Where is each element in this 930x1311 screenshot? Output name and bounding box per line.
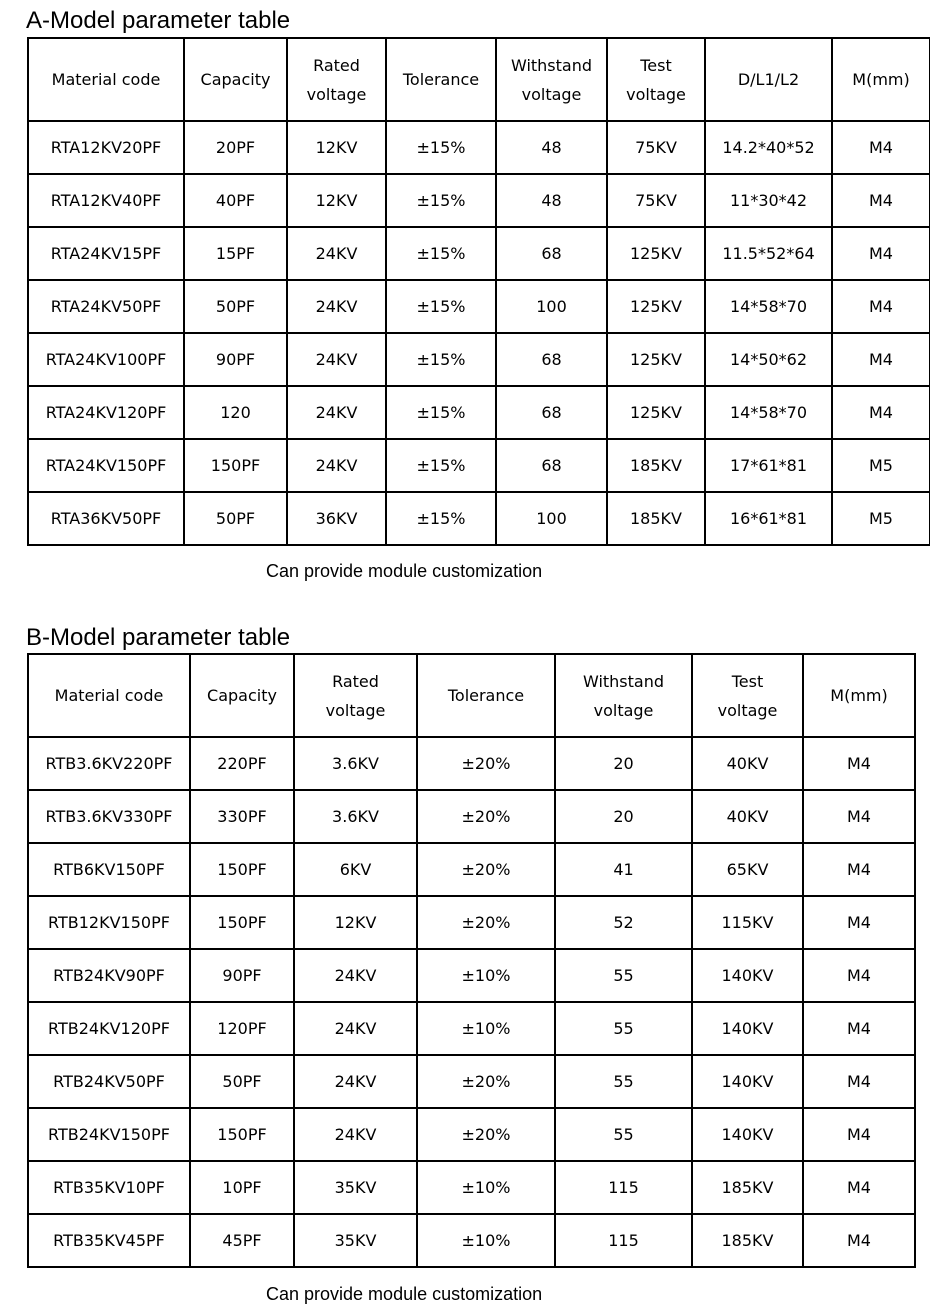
table-cell: 50PF	[184, 492, 287, 545]
table-row	[28, 896, 915, 949]
table-cell: 120PF	[190, 1002, 294, 1055]
table-cell: 45PF	[190, 1214, 294, 1267]
table-cell: 68	[496, 386, 607, 439]
table-cell: 14.2*40*52	[705, 121, 832, 174]
table-cell: M4	[832, 227, 930, 280]
table-cell: 140KV	[692, 1108, 803, 1161]
column-header-label: Tolerance	[402, 70, 480, 89]
column-header-label: voltage	[593, 700, 654, 720]
column-header-label: Withstand	[582, 671, 665, 691]
table-cell: 14*58*70	[705, 386, 832, 439]
table-cell: M4	[803, 843, 915, 896]
table-cell: 36KV	[287, 492, 386, 545]
table-cell: RTB24KV120PF	[28, 1002, 190, 1055]
table-cell: 50PF	[184, 280, 287, 333]
table-cell: 75KV	[607, 121, 705, 174]
table-cell: 68	[496, 439, 607, 492]
table-cell: RTB35KV45PF	[28, 1214, 190, 1267]
table-cell: RTA24KV15PF	[28, 227, 184, 280]
table-cell: 20	[555, 790, 692, 843]
table-cell: ±15%	[386, 439, 496, 492]
column-header	[294, 654, 417, 737]
table-cell: ±20%	[417, 1108, 555, 1161]
table-cell: RTB3.6KV220PF	[28, 737, 190, 790]
table-cell: 185KV	[692, 1161, 803, 1214]
table-row	[28, 174, 930, 227]
table-cell: RTB3.6KV330PF	[28, 790, 190, 843]
table-cell: 120	[184, 386, 287, 439]
table-cell: ±10%	[417, 1214, 555, 1267]
table-cell: 185KV	[607, 439, 705, 492]
table-cell: M4	[832, 333, 930, 386]
column-header	[496, 38, 607, 121]
table-cell: 6KV	[294, 843, 417, 896]
column-header-label: M(mm)	[830, 686, 888, 705]
table-cell: ±15%	[386, 227, 496, 280]
table-row	[28, 1055, 915, 1108]
table-cell: RTB12KV150PF	[28, 896, 190, 949]
table-cell: 115	[555, 1214, 692, 1267]
table-cell: 150PF	[184, 439, 287, 492]
table-cell: M4	[803, 896, 915, 949]
table-cell: ±15%	[386, 121, 496, 174]
column-header	[607, 38, 705, 121]
a-model-parameter-table	[27, 37, 930, 546]
table-cell: 125KV	[607, 227, 705, 280]
table-cell: 24KV	[294, 949, 417, 1002]
table-cell: M4	[803, 1002, 915, 1055]
table-cell: 20PF	[184, 121, 287, 174]
table-cell: 115KV	[692, 896, 803, 949]
table-cell: ±10%	[417, 1002, 555, 1055]
table-cell: RTB35KV10PF	[28, 1161, 190, 1214]
table-cell: ±20%	[417, 1055, 555, 1108]
column-header-label: voltage	[306, 84, 367, 104]
table-row	[28, 1108, 915, 1161]
table-cell: 12KV	[287, 121, 386, 174]
table-cell: 68	[496, 333, 607, 386]
column-header	[28, 654, 190, 737]
table-row	[28, 227, 930, 280]
column-header-label: voltage	[325, 700, 386, 720]
table-cell: 16*61*81	[705, 492, 832, 545]
column-header-label: Test	[731, 671, 764, 691]
table-row	[28, 492, 930, 545]
table-cell: 15PF	[184, 227, 287, 280]
table-cell: 12KV	[294, 896, 417, 949]
table-header-row	[28, 654, 915, 737]
table-a-title: A-Model parameter table	[26, 7, 291, 34]
table-cell: ±20%	[417, 843, 555, 896]
table-cell: 68	[496, 227, 607, 280]
table-cell: 10PF	[190, 1161, 294, 1214]
column-header	[28, 38, 184, 121]
table-cell: RTA24KV150PF	[28, 439, 184, 492]
column-header	[705, 38, 832, 121]
column-header-label: Material code	[54, 686, 164, 705]
table-cell: 40PF	[184, 174, 287, 227]
table-cell: M4	[803, 1108, 915, 1161]
table-cell: 100	[496, 492, 607, 545]
column-header	[287, 38, 386, 121]
table-cell: M4	[832, 280, 930, 333]
table-cell: ±15%	[386, 280, 496, 333]
table-cell: ±15%	[386, 492, 496, 545]
table-cell: 140KV	[692, 949, 803, 1002]
table-row	[28, 439, 930, 492]
table-cell: M4	[803, 737, 915, 790]
table-cell: 48	[496, 121, 607, 174]
table-cell: 90PF	[184, 333, 287, 386]
table-cell: 65KV	[692, 843, 803, 896]
table-cell: 40KV	[692, 737, 803, 790]
table-cell: ±10%	[417, 949, 555, 1002]
table-cell: 90PF	[190, 949, 294, 1002]
table-cell: 24KV	[294, 1055, 417, 1108]
table-cell: 24KV	[287, 227, 386, 280]
table-row	[28, 1161, 915, 1214]
column-header-label: voltage	[521, 84, 582, 104]
table-cell: M5	[832, 492, 930, 545]
table-cell: 14*50*62	[705, 333, 832, 386]
table-row	[28, 386, 930, 439]
table-row	[28, 843, 915, 896]
table-cell: RTB24KV50PF	[28, 1055, 190, 1108]
table-cell: 52	[555, 896, 692, 949]
table-cell: 125KV	[607, 386, 705, 439]
column-header	[832, 38, 930, 121]
column-header	[184, 38, 287, 121]
column-header	[386, 38, 496, 121]
table-row	[28, 790, 915, 843]
table-cell: RTA12KV20PF	[28, 121, 184, 174]
table-cell: 35KV	[294, 1161, 417, 1214]
table-cell: 3.6KV	[294, 737, 417, 790]
table-a-note: Can provide module customization	[266, 561, 543, 581]
table-cell: 125KV	[607, 280, 705, 333]
column-header	[190, 654, 294, 737]
table-cell: M4	[832, 386, 930, 439]
table-cell: 24KV	[294, 1108, 417, 1161]
table-cell: 185KV	[607, 492, 705, 545]
table-cell: 140KV	[692, 1055, 803, 1108]
table-cell: 3.6KV	[294, 790, 417, 843]
table-cell: M4	[803, 1161, 915, 1214]
table-cell: 24KV	[287, 439, 386, 492]
table-row	[28, 280, 930, 333]
column-header-label: Capacity	[200, 70, 271, 89]
table-row	[28, 333, 930, 386]
table-cell: 24KV	[287, 333, 386, 386]
table-cell: M5	[832, 439, 930, 492]
table-row	[28, 121, 930, 174]
table-cell: 41	[555, 843, 692, 896]
table-cell: ±20%	[417, 737, 555, 790]
table-cell: ±15%	[386, 174, 496, 227]
table-cell: M4	[803, 949, 915, 1002]
column-header	[417, 654, 555, 737]
table-cell: 150PF	[190, 1108, 294, 1161]
table-cell: 17*61*81	[705, 439, 832, 492]
table-cell: M4	[832, 121, 930, 174]
table-cell: RTA12KV40PF	[28, 174, 184, 227]
column-header-label: Withstand	[510, 55, 593, 75]
table-cell: 55	[555, 1055, 692, 1108]
table-cell: 35KV	[294, 1214, 417, 1267]
column-header-label: M(mm)	[852, 70, 910, 89]
table-cell: 24KV	[287, 280, 386, 333]
table-cell: 55	[555, 949, 692, 1002]
table-cell: 140KV	[692, 1002, 803, 1055]
table-cell: RTA24KV100PF	[28, 333, 184, 386]
table-cell: RTB24KV90PF	[28, 949, 190, 1002]
table-cell: ±20%	[417, 790, 555, 843]
table-cell: 330PF	[190, 790, 294, 843]
table-cell: 24KV	[287, 386, 386, 439]
table-cell: 75KV	[607, 174, 705, 227]
table-cell: RTB24KV150PF	[28, 1108, 190, 1161]
table-cell: ±20%	[417, 896, 555, 949]
table-cell: RTA24KV50PF	[28, 280, 184, 333]
table-cell: 12KV	[287, 174, 386, 227]
table-cell: 48	[496, 174, 607, 227]
table-row	[28, 949, 915, 1002]
column-header	[555, 654, 692, 737]
table-cell: 11*30*42	[705, 174, 832, 227]
table-cell: ±15%	[386, 386, 496, 439]
table-cell: ±10%	[417, 1161, 555, 1214]
table-cell: RTA36KV50PF	[28, 492, 184, 545]
b-model-parameter-table	[27, 653, 916, 1268]
table-cell: ±15%	[386, 333, 496, 386]
table-b-title: B-Model parameter table	[26, 624, 291, 651]
table-cell: 40KV	[692, 790, 803, 843]
table-cell: 55	[555, 1108, 692, 1161]
table-cell: 125KV	[607, 333, 705, 386]
column-header-label: Tolerance	[447, 686, 525, 705]
table-cell: M4	[803, 1055, 915, 1108]
table-cell: 115	[555, 1161, 692, 1214]
table-cell: 220PF	[190, 737, 294, 790]
table-cell: 20	[555, 737, 692, 790]
table-cell: RTB6KV150PF	[28, 843, 190, 896]
table-cell: 11.5*52*64	[705, 227, 832, 280]
table-cell: M4	[803, 790, 915, 843]
table-cell: 50PF	[190, 1055, 294, 1108]
column-header-label: D/L1/L2	[737, 70, 800, 89]
table-cell: 185KV	[692, 1214, 803, 1267]
table-row	[28, 737, 915, 790]
table-cell: RTA24KV120PF	[28, 386, 184, 439]
column-header-label: Rated	[313, 55, 360, 75]
table-b-note: Can provide module customization	[266, 1284, 543, 1304]
table-cell: 55	[555, 1002, 692, 1055]
table-row	[28, 1214, 915, 1267]
column-header-label: Material code	[51, 70, 161, 89]
table-cell: 14*58*70	[705, 280, 832, 333]
table-cell: 150PF	[190, 843, 294, 896]
table-row	[28, 1002, 915, 1055]
table-cell: 24KV	[294, 1002, 417, 1055]
column-header	[803, 654, 915, 737]
column-header-label: Capacity	[207, 686, 277, 705]
column-header	[692, 654, 803, 737]
table-cell: 150PF	[190, 896, 294, 949]
column-header-label: voltage	[626, 84, 686, 104]
table-cell: M4	[803, 1214, 915, 1267]
table-header-row	[28, 38, 930, 121]
column-header-label: Test	[640, 55, 672, 75]
column-header-label: Rated	[332, 671, 379, 691]
table-cell: 100	[496, 280, 607, 333]
column-header-label: voltage	[717, 700, 778, 720]
table-cell: M4	[832, 174, 930, 227]
